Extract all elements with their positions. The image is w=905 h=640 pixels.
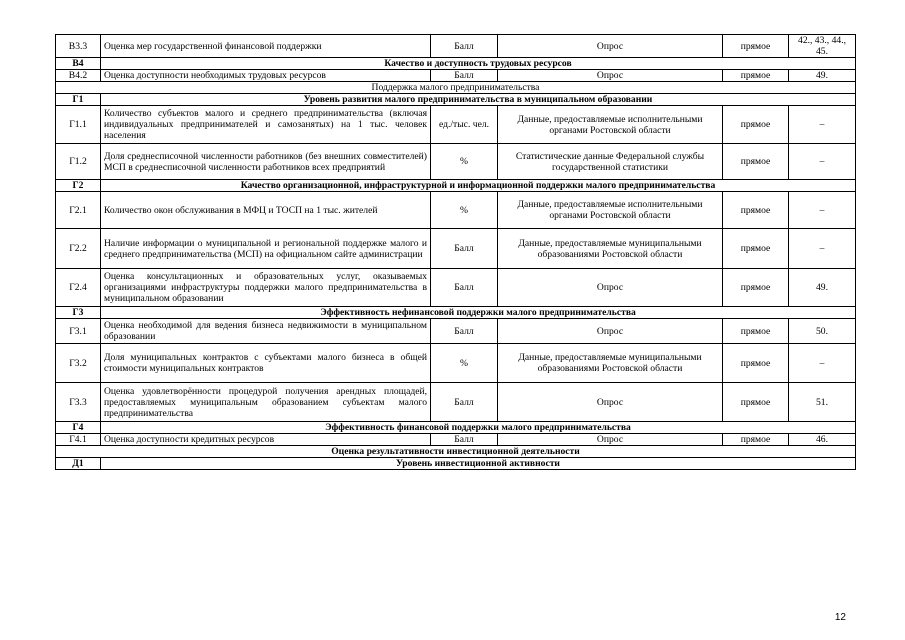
indicator-row — [56, 269, 856, 307]
indicator-unit: Балл — [431, 70, 498, 82]
indicator-row — [56, 434, 856, 446]
indicator-code: В4.2 — [56, 70, 101, 82]
indicator-row — [56, 106, 856, 144]
section-code: Г3 — [56, 307, 101, 319]
indicator-questions: 49. — [789, 70, 856, 82]
indicator-unit: Балл — [431, 319, 498, 344]
section-row — [56, 94, 856, 106]
indicator-row — [56, 192, 856, 229]
section-title: Качество и доступность трудовых ресурсов — [101, 58, 856, 70]
indicator-name: Доля муниципальных контрактов с субъектами малого бизнеса в общей стоимости муниципальных контрактов — [101, 344, 431, 383]
section-code: Д1 — [56, 458, 101, 470]
indicator-code: Г2.1 — [56, 192, 101, 229]
indicator-unit: Балл — [431, 383, 498, 422]
indicator-questions: – — [789, 229, 856, 269]
indicator-questions: 42., 43., 44., 45. — [789, 35, 856, 58]
section-title: Эффективность нефинансовой поддержки малого предпринимательства — [101, 307, 856, 319]
indicator-name: Количество окон обслуживания в МФЦ и ТОСП на 1 тыс. жителей — [101, 192, 431, 229]
indicator-source: Опрос — [498, 35, 723, 58]
section-row — [56, 458, 856, 470]
group-heading-row — [56, 82, 856, 94]
group-heading: Оценка результативности инвестиционной деятельности — [56, 446, 856, 458]
indicator-questions: – — [789, 144, 856, 180]
indicator-row — [56, 70, 856, 82]
indicator-unit: Балл — [431, 229, 498, 269]
indicator-name: Оценка доступности необходимых трудовых ресурсов — [101, 70, 431, 82]
indicator-direction: прямое — [723, 269, 789, 307]
section-title: Уровень инвестиционной активности — [101, 458, 856, 470]
indicator-unit: % — [431, 144, 498, 180]
indicators-table — [55, 34, 856, 470]
indicator-source: Данные, предоставляемые исполнительными органами Ростовской области — [498, 106, 723, 144]
indicator-questions: 46. — [789, 434, 856, 446]
group-heading-row — [56, 446, 856, 458]
section-code: Г4 — [56, 422, 101, 434]
indicator-questions: 49. — [789, 269, 856, 307]
section-row — [56, 58, 856, 70]
section-code: Г1 — [56, 94, 101, 106]
section-title: Качество организационной, инфраструктурной и информационной поддержки малого предпринимательства — [101, 180, 856, 192]
indicator-row — [56, 344, 856, 383]
indicator-direction: прямое — [723, 144, 789, 180]
indicator-direction: прямое — [723, 383, 789, 422]
indicator-source: Статистические данные Федеральной службы государственной статистики — [498, 144, 723, 180]
indicator-direction: прямое — [723, 106, 789, 144]
indicator-source: Опрос — [498, 70, 723, 82]
indicator-source: Данные, предоставляемые исполнительными органами Ростовской области — [498, 192, 723, 229]
indicator-name: Оценка мер государственной финансовой поддержки — [101, 35, 431, 58]
indicator-source: Данные, предоставляемые муниципальными образованиями Ростовской области — [498, 229, 723, 269]
indicator-unit: Балл — [431, 269, 498, 307]
indicator-questions: 51. — [789, 383, 856, 422]
indicator-code: В3.3 — [56, 35, 101, 58]
indicator-name: Оценка удовлетворённости процедурой получения арендных площадей, предоставляемых муниципальным образованием субъектам малого предпринимательства — [101, 383, 431, 422]
indicator-code: Г3.2 — [56, 344, 101, 383]
indicator-source: Опрос — [498, 319, 723, 344]
indicator-code: Г3.3 — [56, 383, 101, 422]
indicator-direction: прямое — [723, 35, 789, 58]
section-title: Эффективность финансовой поддержки малого предпринимательства — [101, 422, 856, 434]
indicator-direction: прямое — [723, 229, 789, 269]
indicator-code: Г1.2 — [56, 144, 101, 180]
section-row — [56, 180, 856, 192]
indicator-direction: прямое — [723, 344, 789, 383]
indicator-questions: – — [789, 106, 856, 144]
group-heading: Поддержка малого предпринимательства — [56, 82, 856, 94]
indicator-unit: % — [431, 344, 498, 383]
indicator-direction: прямое — [723, 319, 789, 344]
indicator-code: Г3.1 — [56, 319, 101, 344]
indicator-row — [56, 383, 856, 422]
indicator-name: Оценка консультационных и образовательных услуг, оказываемых организациями инфраструктуры поддержки малого предпринимательства в муниципальном образовании — [101, 269, 431, 307]
indicator-source: Опрос — [498, 383, 723, 422]
section-code: Г2 — [56, 180, 101, 192]
section-row — [56, 422, 856, 434]
indicator-source: Опрос — [498, 269, 723, 307]
indicator-name: Доля среднесписочной численности работников (без внешних совместителей) МСП в среднесписочной численности работников всех предприятий — [101, 144, 431, 180]
indicator-unit: Балл — [431, 35, 498, 58]
indicator-name: Оценка доступности кредитных ресурсов — [101, 434, 431, 446]
indicator-row — [56, 35, 856, 58]
indicator-row — [56, 229, 856, 269]
indicator-row — [56, 144, 856, 180]
indicator-unit: % — [431, 192, 498, 229]
indicator-questions: – — [789, 192, 856, 229]
section-title: Уровень развития малого предпринимательства в муниципальном образовании — [101, 94, 856, 106]
indicator-questions: – — [789, 344, 856, 383]
indicator-code: Г2.4 — [56, 269, 101, 307]
indicator-source: Данные, предоставляемые муниципальными образованиями Ростовской области — [498, 344, 723, 383]
page-number: 12 — [834, 612, 846, 623]
indicator-row — [56, 319, 856, 344]
indicator-code: Г1.1 — [56, 106, 101, 144]
indicator-source: Опрос — [498, 434, 723, 446]
indicator-unit: ед./тыс. чел. — [431, 106, 498, 144]
indicators-table-body — [56, 35, 856, 470]
indicator-direction: прямое — [723, 192, 789, 229]
indicator-unit: Балл — [431, 434, 498, 446]
indicator-questions: 50. — [789, 319, 856, 344]
indicator-name: Количество субъектов малого и среднего предпринимательства (включая индивидуальных предпринимателей и самозанятых) на 1 тыс. человек населения — [101, 106, 431, 144]
indicator-name: Наличие информации о муниципальной и региональной поддержке малого и среднего предпринимательства (МСП) на официальном сайте администрации — [101, 229, 431, 269]
indicator-name: Оценка необходимой для ведения бизнеса недвижимости в муниципальном образовании — [101, 319, 431, 344]
section-row — [56, 307, 856, 319]
section-code: В4 — [56, 58, 101, 70]
indicator-direction: прямое — [723, 434, 789, 446]
indicator-code: Г4.1 — [56, 434, 101, 446]
indicator-code: Г2.2 — [56, 229, 101, 269]
indicator-direction: прямое — [723, 70, 789, 82]
